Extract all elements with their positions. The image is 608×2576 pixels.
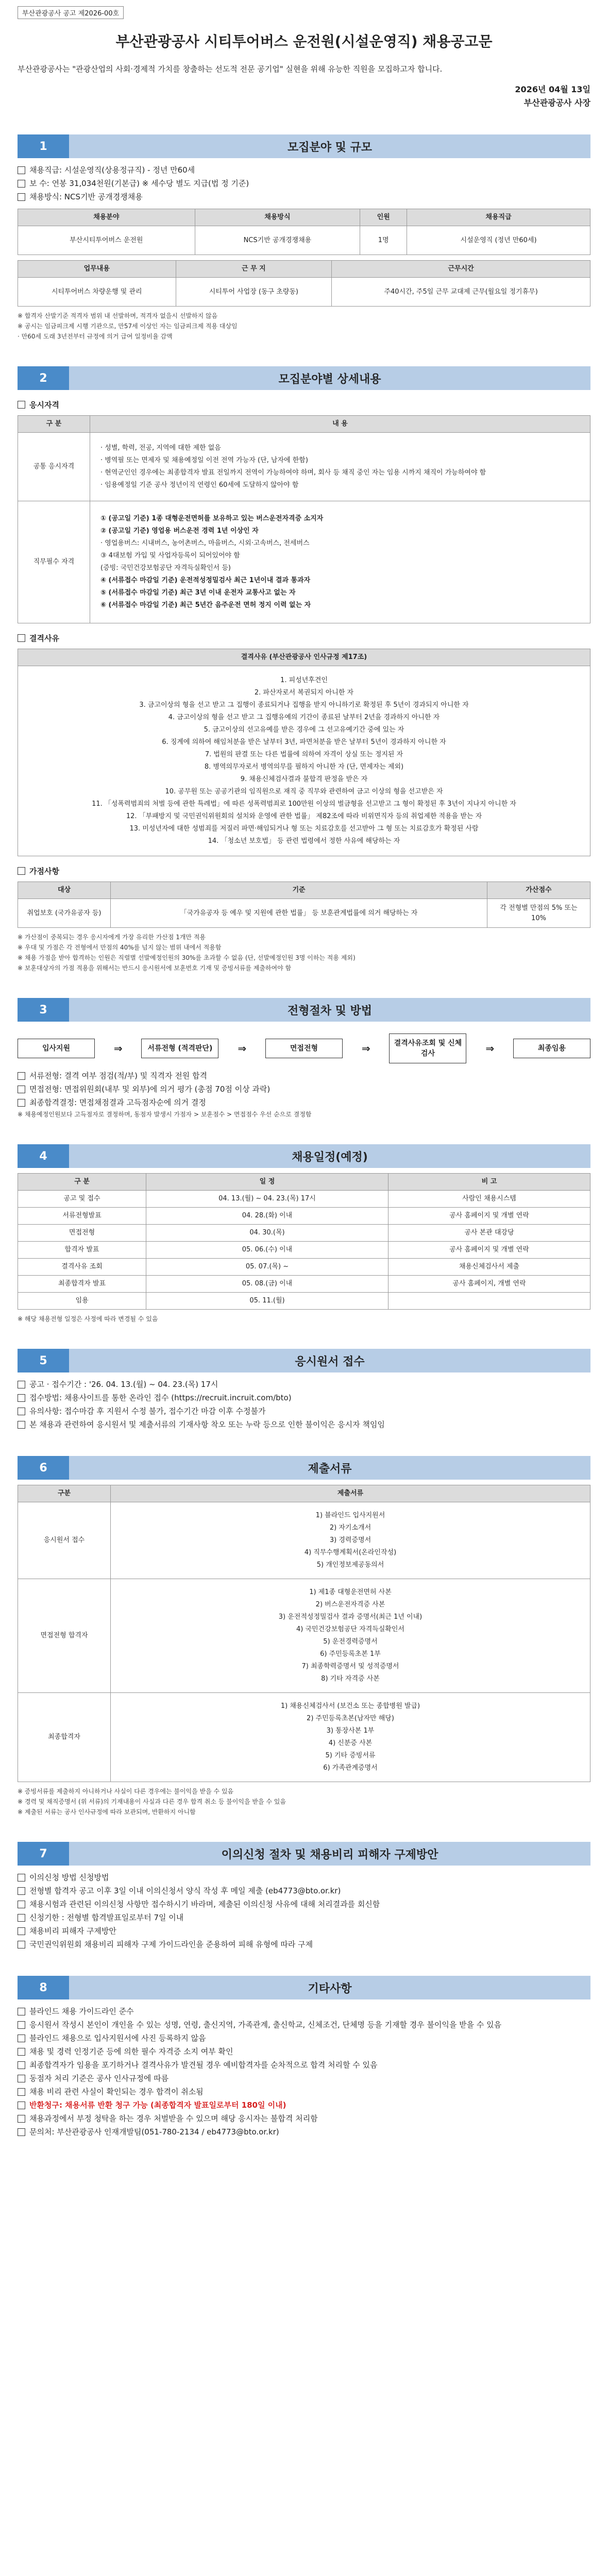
- section-title: 제출서류: [69, 1456, 590, 1480]
- note: ※ 제출된 서류는 공사 인사규정에 따라 보관되며, 반환하지 아니함: [18, 1808, 196, 1816]
- note: ※ 공시는 임금피크제 시행 기관으로, 만57세 이상인 자는 임금피크제 적용 대상임: [18, 323, 238, 330]
- section-title: 기타사항: [69, 1976, 590, 1999]
- schedule-table: [18, 1173, 590, 1310]
- table-header: 근무시간: [332, 261, 590, 278]
- table-row: 공고 및 접수 04. 13.(월) ~ 04. 23.(목) 17시 사람인 채용시스템: [18, 1191, 590, 1208]
- contact-line: 문의처: 부산관광공사 인재개발팀(051-780-2134 / eb4773@bto.or.kr): [18, 2125, 590, 2139]
- checkbox-icon: [18, 1381, 25, 1388]
- section-number: 4: [18, 1144, 69, 1168]
- checkbox-icon: [18, 1874, 25, 1882]
- checkbox-icon: [18, 2102, 25, 2109]
- section-8-header: [18, 1976, 590, 1999]
- checkbox-icon: [18, 2075, 25, 2082]
- note: ※ 우대 및 가점은 각 전형에서 만점의 40%를 넘지 않는 범위 내에서 적용함: [18, 944, 222, 951]
- section-title: 모집분야 및 규모: [69, 134, 590, 158]
- checkbox-icon: [18, 1086, 25, 1093]
- table-row: 면접전형 04. 30.(목) 공사 본관 대강당: [18, 1225, 590, 1242]
- table-header: 인원: [360, 209, 407, 226]
- checkbox-icon: [18, 1914, 25, 1922]
- table-row: 서류전형발표 04. 28.(화) 이내 공사 홈페이지 및 개별 연락: [18, 1208, 590, 1225]
- section-7-header: [18, 1842, 590, 1866]
- section-title: 응시원서 접수: [69, 1349, 590, 1372]
- table-row: 1. 피성년후견인 2. 파산자로서 복권되지 아니한 자 3. 금고이상의 형을 선고 받고 그 집행이 종료되거나 집행을 받지 아니하기로 확정된 후 5년이 경과되지 아니한 자 4. 금고이상의 형을 선고 받고 그 집행유예의 기간이 종료된 날부터 2년을 경과하지 아니한 자 5. 금고이상의 선고유예를 받은 경우에 그 선고유예기간 중에 있는 자 6. 징계에 의하여 해임처분을 받은 날부터 3년, 파면처분을 받은 날부터 5년이 경과하지 아니한 자 7. 법원의 판결 또는 다른 법률에 의하여 자격이 상실 또는 정지된 자 8. 병역의무자로서 병역의무를 필하지 아니한 자 (단, 면제자는 제외) 9. 채용신체검사결과 불합격 판정을 받은 자 10. 공무원 또는 공공기관의 임직원으로 재직 중 직무와 관련하여 금고 이상의 형을 선고받은 자 11. 「성폭력범죄의 처벌 등에 관한 특례법」에 따른 성폭력범죄로 100만원 이상의 벌금형을 선고받고 그 형이 확정된 후 3년이 지나지 아니한 자 12. 「부패방지 및 국민권익위원회의 설치와 운영에 관한 법률」 제82조에 따라 비위면직자 등의 취업제한 적용을 받는 자 13. 미성년자에 대한 성범죄를 저질러 파면·해임되거나 형 또는 치료감호를 선고받아 그 형 또는 치료감호가 확정된 사람 14. 「청소년 보호법」 등 관련 법령에서 정한 사유에 해당하는 자: [18, 666, 590, 856]
- hire-grade-line: 채용직급: 시설운영직(상용정규직) - 정년 만60세: [18, 163, 590, 177]
- section-4-header: [18, 1144, 590, 1168]
- checkbox-icon: [18, 1927, 25, 1935]
- section-3-header: [18, 998, 590, 1022]
- application-line: 본 채용과 관련하여 응시원서 및 제출서류의 기재사항 착오 또는 누락 등으로 인한 불이익은 응시자 책임임: [18, 1418, 590, 1431]
- checkbox-icon: [18, 401, 25, 409]
- arrow-right-icon: ⇒: [113, 1042, 123, 1055]
- table-row: 합격자 발표 05. 06.(수) 이내 공사 홈페이지 및 개별 연락: [18, 1242, 590, 1259]
- section-title: 전형절차 및 방법: [69, 998, 590, 1022]
- checkbox-icon: [18, 1099, 25, 1107]
- misc-line: 동점자 처리 기준은 공사 인사규정에 따름: [18, 2072, 590, 2085]
- checkbox-icon: [18, 180, 25, 188]
- subsection-qualification: 응시자격: [18, 399, 590, 410]
- note: ※ 경력 및 채직증명서 (위 서류)의 기재내용이 사실과 다른 경우 합격 취소 등 불이익을 받을 수 있음: [18, 1798, 286, 1805]
- table-row: 최종합격자 발표 05. 08.(금) 이내 공사 홈페이지, 개별 연락: [18, 1276, 590, 1293]
- section-title: 모집분야별 상세내용: [69, 366, 590, 390]
- subsection-bonus: 가점사항: [18, 866, 590, 876]
- checkbox-icon: [18, 1887, 25, 1895]
- table-header: 가산점수: [487, 882, 590, 899]
- section-number: 1: [18, 134, 69, 158]
- misc-line: 응시원서 작성시 본인이 개인을 수 있는 성명, 연령, 출신지역, 가족관계, 출신학교, 신체조건, 단체명 등을 기재할 경우 불이익을 받을 수 있음: [18, 2018, 590, 2031]
- table-row: 공통 응시자격 · 성별, 학력, 전공, 지역에 대한 제한 없음 · 병역필 또는 면제자 및 채용예정일 이전 전역 가능자 (단, 남자에 한함) · 현역군인인 경우에는 최종합격자 발표 전일까지 전역이 가능하여야 하며, 회사 등 채직 중인 자는 임용 시까지 채직이 가능하여야 함 · 임용예정일 기준 공사 정년이직 연령인 60세에 도달하지 않아야 함: [18, 433, 590, 501]
- appeal-line: 채용비리 피해자 구제방안: [18, 1924, 590, 1938]
- process-line: 최종합격결정: 면접채점결과 고득점자순에 의거 결정: [18, 1096, 590, 1109]
- note: ※ 합격자 산발기준 적격자 범위 내 선발하며, 적격자 없을시 선발하지 않음: [18, 312, 218, 319]
- appeal-line: 국민권익위원회 채용비리 피해자 구제 가이드라인을 준용하여 피해 유형에 따라 구제: [18, 1938, 590, 1951]
- table-header: 구분: [18, 1485, 111, 1502]
- process-line: 면접전형: 면접위원회(내부 및 외부)에 의거 평가 (총점 70점 이상 과락): [18, 1082, 590, 1096]
- checkbox-icon: [18, 2088, 25, 2096]
- checkbox-icon: [18, 1072, 25, 1080]
- table-header: 제출서류: [111, 1485, 590, 1502]
- section-number: 3: [18, 998, 69, 1022]
- table-row: 임용 05. 11.(월): [18, 1293, 590, 1310]
- salary-line: 보 수: 연봉 31,034천원(기본급) ※ 세수당 별도 지급(법 정 기준): [18, 177, 590, 190]
- note: ※ 해당 채용전형 일정은 사정에 따라 변경될 수 있음: [18, 1315, 158, 1323]
- note: · 만60세 도래 3년전부터 규정에 의거 급여 일정비율 감액: [18, 333, 173, 340]
- section-number: 6: [18, 1456, 69, 1480]
- misc-line: 채용과정에서 부정 청탁을 하는 경우 처벌받을 수 있으며 해당 응시자는 불합격 처리함: [18, 2112, 590, 2125]
- hire-method-line: 채용방식: NCS기반 공개경쟁채용: [18, 190, 590, 204]
- arrow-right-icon: ⇒: [238, 1042, 247, 1055]
- checkbox-icon: [18, 193, 25, 201]
- checkbox-icon: [18, 634, 25, 642]
- process-step: 면접전형: [265, 1039, 343, 1058]
- process-step: 서류전형 (적격판단): [141, 1039, 218, 1058]
- work-info-table: [18, 260, 590, 307]
- section-1-header: [18, 134, 590, 158]
- intro-text: 부산관광공사는 "관광산업의 사회·경제적 가치를 창출하는 선도적 전문 공기업" 실현을 위해 유능한 직원을 모집하고자 합니다.: [18, 64, 443, 74]
- signature: 부산관광공사 사장: [523, 98, 590, 108]
- section-title: 채용일정(예정): [69, 1144, 590, 1168]
- table-row: 직무필수 자격 ① (공고일 기준) 1종 대형운전면허를 보유하고 있는 버스운전자격증 소지자 ② (공고일 기준) 영업용 버스운전 경력 1년 이상인 자 · 영업용버스: 시내버스, 농어촌버스, 마을버스, 시외·고속버스, 전세버스 ③ 4대보험 가입 및 사업자등록이 되어있어야 함 (증빙: 국민건강보험공단 자격득실확인서 등) ④ (서류접수 마감일 기준) 운전적성정밀검사 최근 1년이내 결과 통과자 ⑤ (서류접수 마감일 기준) 최근 3년 이내 운전자 교통사고 없는 자 ⑥ (서류접수 마감일 기준) 최근 5년간 음주운전 면허 정지 이력 없는 자: [18, 501, 590, 623]
- table-row: 시티투어버스 차량운행 및 관리 시티투어 사업장 (동구 초량동) 주40시간, 주5일 근무 교대제 근무(월요일 정기휴무): [18, 278, 590, 307]
- page-title: 부산관광공사 시티투어버스 운전원(시설운영직) 채용공고문: [115, 33, 493, 50]
- misc-line: 블라인드 채용 가이드라인 준수: [18, 2005, 590, 2018]
- table-row: 결격사유 조회 05. 07.(목) ~ 채용신체검사서 제출: [18, 1259, 590, 1276]
- section-6-header: [18, 1456, 590, 1480]
- checkbox-icon: [18, 2035, 25, 2042]
- application-line: 공고 · 접수기간 : '26. 04. 13.(월) ~ 04. 23.(목) 17시: [18, 1378, 590, 1391]
- misc-line-highlight: 반환청구: 채용서류 반환 청구 가능 (최종합격자 발표일로부터 180일 이내): [18, 2098, 590, 2112]
- application-line: 접수방법: 채용사이트를 통한 온라인 접수 (https://recruit.incruit.com/bto): [18, 1391, 590, 1404]
- table-header: 일 정: [146, 1174, 389, 1191]
- bonus-table: [18, 882, 590, 928]
- checkbox-icon: [18, 2128, 25, 2136]
- table-row: 부산시티투어버스 운전원 NCS기반 공개경쟁채용 1명 시설운영직 (정년 만60세): [18, 226, 590, 255]
- table-header: 채용분야: [18, 209, 195, 226]
- section-5-header: [18, 1349, 590, 1372]
- documents-table: [18, 1485, 590, 1782]
- arrow-right-icon: ⇒: [485, 1042, 495, 1055]
- table-header: 채용방식: [195, 209, 360, 226]
- note: ※ 채용예정인원보다 고득점자로 결정하며, 동점자 발생시 가점자 > 보훈점수 > 면접점수 우선 순으로 결정함: [18, 1111, 312, 1118]
- table-header: 내 용: [90, 416, 590, 433]
- table-row: 응시원서 접수 1) 블라인드 입사지원서 2) 자기소개서 3) 경력증명서 4) 직무수행계획서(온라인작성) 5) 개인정보제공동의서: [18, 1502, 590, 1579]
- checkbox-icon: [18, 1394, 25, 1402]
- table-header: 비 고: [388, 1174, 590, 1191]
- note: ※ 채용 가점을 받아 합격하는 인원은 직렬별 선발예정인원의 30%를 초과할 수 없음 (단, 선발예정인원 3명 이하는 적용 제외): [18, 954, 356, 961]
- section-number: 5: [18, 1349, 69, 1372]
- arrow-right-icon: ⇒: [361, 1042, 370, 1055]
- appeal-line: 이의신청 방법 신청방법: [18, 1871, 590, 1884]
- table-header: 채용직급: [407, 209, 590, 226]
- table-row: 최종합격자 1) 채용신체검사서 (보건소 또는 종합병원 발급) 2) 주민등록초본(남자만 해당) 3) 통장사본 1부 4) 신분증 사본 5) 기타 증빙서류 6) 가족관계증명서: [18, 1693, 590, 1782]
- process-step: 입사지원: [18, 1039, 95, 1058]
- section-number: 7: [18, 1842, 69, 1866]
- checkbox-icon: [18, 2008, 25, 2015]
- process-step: 결격사유조회 및 신체검사: [389, 1033, 466, 1063]
- checkbox-icon: [18, 867, 25, 875]
- checkbox-icon: [18, 2061, 25, 2069]
- appeal-line: 전형별 합격자 공고 이후 3일 이내 이의신청서 양식 작성 후 메일 제출 (eb4773@bto.or.kr): [18, 1884, 590, 1897]
- checkbox-icon: [18, 1941, 25, 1948]
- application-line: 유의사항: 접수마감 후 지원서 수정 불가, 접수기간 마감 이후 수정불가: [18, 1404, 590, 1418]
- notice-date: 2026년 04월 13일: [515, 84, 590, 94]
- section-2-header: [18, 366, 590, 390]
- checkbox-icon: [18, 2021, 25, 2029]
- appeal-line: 신청기한 : 전형별 합격발표일로부터 7일 이내: [18, 1911, 590, 1924]
- section-title: 이의신청 절차 및 채용비리 피해자 구제방안: [69, 1842, 590, 1866]
- checkbox-icon: [18, 1421, 25, 1429]
- qualification-table: [18, 415, 590, 623]
- checkbox-icon: [18, 166, 25, 174]
- process-line: 서류전형: 결격 여부 점검(적/부) 및 직격자 전원 합격: [18, 1069, 590, 1082]
- table-header: 구 분: [18, 416, 90, 433]
- checkbox-icon: [18, 1901, 25, 1908]
- section-number: 2: [18, 366, 69, 390]
- section-number: 8: [18, 1976, 69, 1999]
- checkbox-icon: [18, 2115, 25, 2123]
- misc-line: 채용 비리 관련 사실이 확인되는 경우 합격이 취소됨: [18, 2085, 590, 2098]
- subsection-disqualification: 결격사유: [18, 633, 590, 643]
- recruit-field-table: [18, 209, 590, 255]
- appeal-line: 채용시험과 관련된 이의신청 사항만 접수하시기 바라며, 제출된 이의신청 사유에 대해 처리결과를 회신함: [18, 1897, 590, 1911]
- table-header: 구 분: [18, 1174, 146, 1191]
- table-header: 근 무 지: [176, 261, 332, 278]
- table-row: 취업보호 (국가유공자 등) 「국가유공자 등 예우 및 지원에 관한 법률」 등 보훈관계법률에 의거 해당하는 자 각 전형별 만점의 5% 또는 10%: [18, 899, 590, 928]
- note: ※ 보훈대상자의 가점 적용을 위해서는 반드시 응시원서에 보훈번호 기재 및 증빙서류를 제출하여야 함: [18, 964, 292, 972]
- misc-line: 블라인드 채용으로 입사지원서에 사진 등록하지 않음: [18, 2031, 590, 2045]
- disqualification-table: [18, 649, 590, 856]
- notice-number: 부산관광공사 공고 제2026-00호: [18, 6, 124, 19]
- misc-line: 최종합격자가 임용을 포기하거나 결격사유가 발견될 경우 예비합격자를 순차적으로 합격 처리할 수 있음: [18, 2058, 590, 2072]
- note: ※ 증빙서류를 제출하지 아니하거나 사실이 다른 경우에는 불이익을 받을 수 있음: [18, 1788, 234, 1795]
- note: ※ 가산점이 중복되는 경우 응시자에게 가장 유리한 가산점 1개만 적용: [18, 934, 206, 941]
- process-step: 최종임용: [513, 1039, 590, 1058]
- table-header: 기준: [111, 882, 487, 899]
- table-header: 대상: [18, 882, 111, 899]
- process-flow: [18, 1033, 590, 1064]
- table-row: 면접전형 합격자 1) 제1종 대형운전면허 사본 2) 버스운전자격증 사본 3) 운전적성정밀검사 결과 증명서(최근 1년 이내) 4) 국민건강보험공단 자격득실확인서 5) 운전경력증명서 6) 주민등록초본 1부 7) 최종학력증명서 및 성적증명서 8) 기타 자격증 사본: [18, 1579, 590, 1693]
- checkbox-icon: [18, 2048, 25, 2056]
- checkbox-icon: [18, 1408, 25, 1415]
- table-header: 결격사유 (부산관광공사 인사규정 제17조): [18, 649, 590, 666]
- misc-line: 채용 및 경력 인정기준 등에 의한 필수 자격증 소지 여부 확인: [18, 2045, 590, 2058]
- table-header: 업무내용: [18, 261, 176, 278]
